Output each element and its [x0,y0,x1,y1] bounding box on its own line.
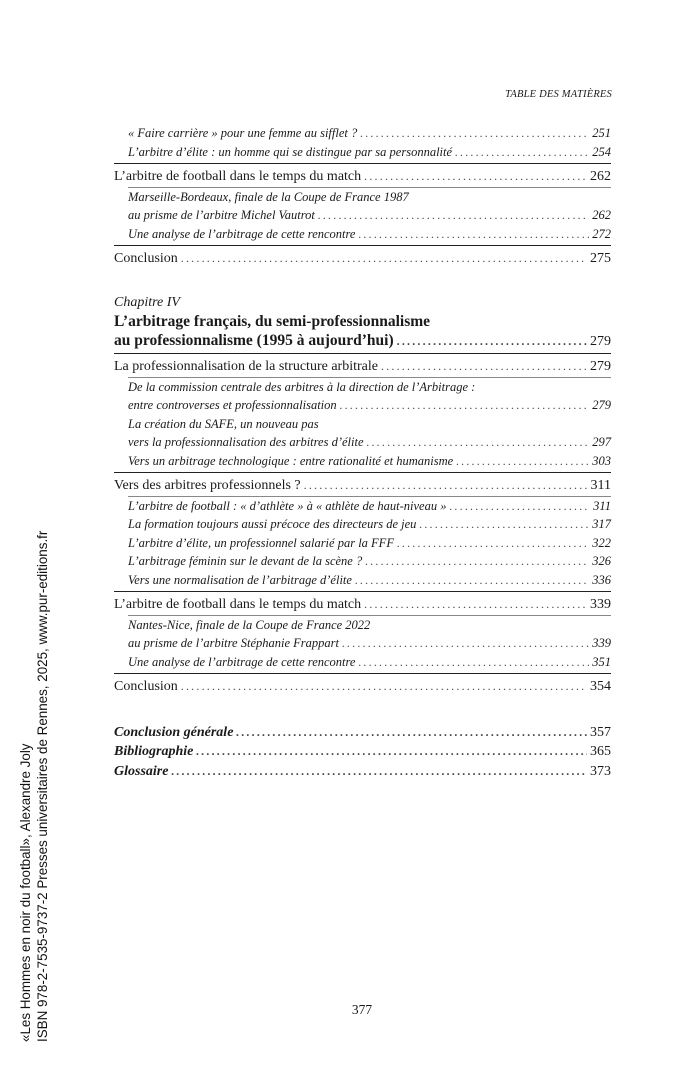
toc-entry[interactable] [128,653,611,672]
leader-dots [455,143,589,162]
leader-dots [367,433,590,452]
chapter-title-line1: L’arbitrage français, du semi-professionnalisme [114,312,431,330]
leader-dots [358,653,589,672]
leader-dots [236,723,587,742]
chapter-label: Chapitre IV [114,294,180,310]
toc-entry-title: Glossaire [114,763,169,779]
toc-section-page: 339 [590,597,611,612]
toc-entry-title: L’arbitre d’élite : un homme qui se distingue par sa personnalité [128,144,453,159]
leader-dots [181,249,587,268]
toc-entry[interactable] [128,378,611,415]
toc-entry-title: L’arbitre d’élite, un professionnel salarié par la FFF [128,535,394,550]
toc-entry-title-line2: au prisme de l’arbitre Stéphanie Frappart [128,636,339,650]
toc-section[interactable] [114,677,611,697]
chapter-entry[interactable] [114,332,611,352]
toc-entry[interactable] [114,124,611,143]
toc-entry-title: Conclusion générale [114,724,234,740]
leader-dots [419,515,589,534]
toc-section[interactable] [114,357,611,377]
toc-entry-title: Vers une normalisation de l’arbitrage d’élite [128,572,352,587]
leader-dots [360,124,589,143]
toc-entry[interactable] [128,225,611,244]
side-note-line1: «Les Hommes en noir du football», Alexandre Joly [18,743,33,1042]
leader-dots [355,571,589,590]
toc-section[interactable] [114,249,611,269]
leader-dots [318,206,589,225]
section-rule [114,673,611,674]
toc-entry-title-line2: entre controverses et professionnalisation [128,398,337,412]
toc-entry-page: 303 [592,453,611,468]
toc-entry-page: 365 [590,744,611,759]
toc-entry-page: 336 [592,572,611,587]
toc-entry[interactable] [128,415,611,452]
leader-dots [340,396,590,415]
toc-entry-title-line2: vers la professionnalisation des arbitres d’élite [128,435,364,449]
leader-dots [304,476,588,495]
toc-entry-title: Bibliographie [114,744,194,759]
toc-section[interactable] [114,595,611,615]
toc-section-page: 275 [590,251,611,266]
toc-entry-page: 339 [592,636,611,650]
chapter-page: 279 [590,333,611,349]
toc-entry-title: L’arbitre de football : « d’athlète » à « athlète de haut-niveau » [128,498,447,513]
toc-entry-title-line1: De la commission centrale des arbitres à la direction de l’Arbitrage : [128,379,476,394]
leader-dots [171,762,587,781]
subsection-group [128,615,611,672]
section-rule [114,591,611,592]
toc-entry-page: 326 [592,554,611,568]
toc-entry[interactable] [128,616,611,653]
leader-dots [181,677,587,696]
leader-dots [381,357,587,376]
toc-entry-title-line1: Marseille-Bordeaux, finale de la Coupe de France 1987 [128,189,409,204]
toc-section-title: Conclusion [114,251,178,266]
toc-section[interactable] [114,167,611,187]
toc-entry-title: L’arbitrage féminin sur le devant de la scène ? [128,554,363,568]
side-note-line2: ISBN 978-2-7535-9737-2 Presses universitaires de Rennes, 2025, www.pur-editions.fr [34,530,50,1042]
toc-entry[interactable] [128,552,611,571]
toc-section-page: 262 [590,169,611,184]
toc-entry-page: 357 [590,724,611,740]
leader-dots [342,634,589,653]
toc-entry-page: 373 [590,763,611,779]
chapter-title-line2: au professionnalisme (1995 à aujourd’hui) [114,331,394,349]
toc-section-title: Conclusion [114,679,178,694]
toc-entry[interactable] [114,143,611,162]
toc-back-matter-entry[interactable] [114,742,611,762]
section-rule [114,353,611,354]
toc-entry[interactable] [128,515,611,534]
table-of-contents [114,124,611,781]
toc-section-title: La professionnalisation de la structure arbitrale [114,359,378,374]
toc-entry-title: La formation toujours aussi précoce des directeurs de jeu [128,517,417,531]
leader-dots [449,497,590,516]
leader-dots [364,167,587,186]
toc-section-page: 311 [590,478,611,493]
section-rule [114,163,611,164]
toc-entry-title: Une analyse de l’arbitrage de cette rencontre [128,226,356,241]
running-head: TABLE DES MATIÈRES [505,89,612,100]
leader-dots [364,595,587,614]
subsection-group [128,496,611,590]
leader-dots [456,452,589,471]
toc-entry-page: 279 [592,398,611,412]
leader-dots [196,742,587,761]
toc-entry-page: 311 [593,498,611,513]
toc-entry-page: 322 [592,535,611,550]
toc-entry[interactable] [128,497,611,516]
toc-back-matter-entry[interactable] [114,723,611,743]
toc-entry[interactable] [128,188,611,225]
toc-entry-title-line2: au prisme de l’arbitre Michel Vautrot [128,208,315,222]
toc-section-page: 279 [590,359,611,374]
toc-entry[interactable] [128,571,611,590]
toc-section[interactable] [114,476,611,496]
section-rule [114,245,611,246]
toc-section-title: L’arbitre de football dans le temps du match [114,169,362,184]
toc-back-matter-entry[interactable] [114,762,611,782]
toc-entry-page: 272 [592,226,611,241]
leader-dots [397,534,589,553]
leader-dots [397,332,587,351]
toc-section-title: L’arbitre de football dans le temps du match [114,597,362,612]
toc-entry[interactable] [128,452,611,471]
spacer [114,697,611,723]
toc-entry-page: 317 [592,517,611,531]
toc-entry-title: Une analyse de l’arbitrage de cette rencontre [128,654,356,669]
toc-entry[interactable] [128,534,611,553]
toc-entry-title-line1: Nantes-Nice, finale de la Coupe de France 2022 [128,617,371,632]
toc-entry-title-line1: La création du SAFE, un nouveau pas [128,416,319,431]
page-number: 377 [351,1002,373,1017]
toc-entry-page: 254 [592,144,611,159]
toc-section-title: Vers des arbitres professionnels ? [114,478,301,493]
subsection-group [128,187,611,244]
toc-entry-page: 251 [592,126,611,140]
toc-entry-page: 351 [592,654,611,669]
leader-dots [358,225,589,244]
leader-dots [365,552,589,571]
toc-entry-title: « Faire carrière » pour une femme au sifflet ? [128,126,358,140]
toc-entry-title: Vers un arbitrage technologique : entre rationalité et humanisme [128,453,454,468]
copyright-side-note [18,531,51,1042]
section-rule [114,472,611,473]
toc-entry-page: 297 [592,435,611,449]
toc-entry-page: 262 [592,208,611,222]
subsection-group [128,377,611,471]
toc-section-page: 354 [590,679,611,694]
